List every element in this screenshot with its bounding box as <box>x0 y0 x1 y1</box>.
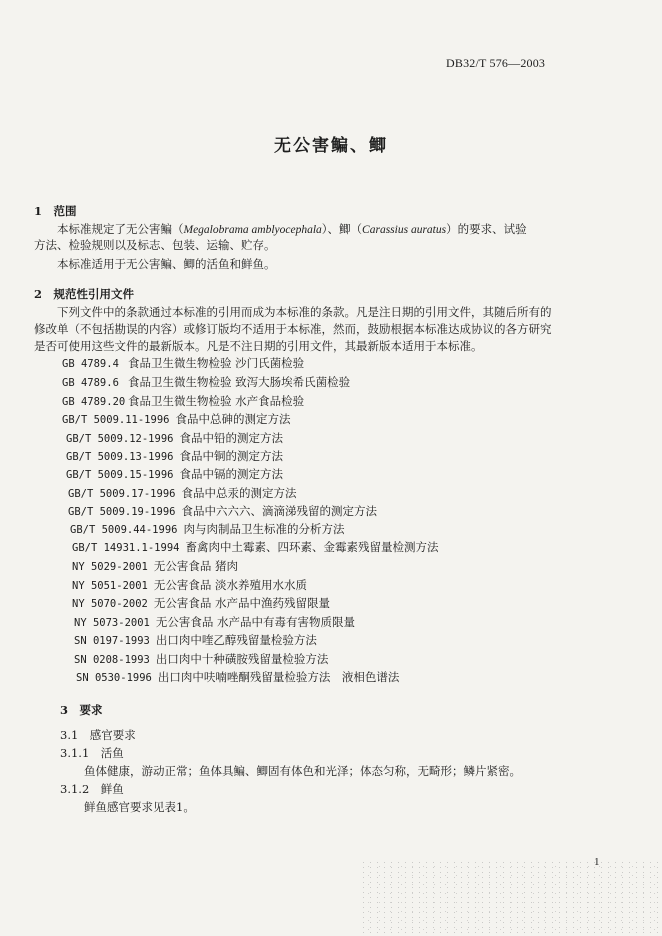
reference-item: GB 4789.6 食品卫生微生物检验 致泻大肠埃希氏菌检验 <box>62 375 351 389</box>
reference-item: SN 0197-1993 出口肉中喹乙醇残留量检验方法 <box>74 633 317 647</box>
reference-item: GB 4789.20 食品卫生微生物检验 水产食品检验 <box>62 394 305 408</box>
reference-item: GB/T 5009.13-1996 食品中铜的测定方法 <box>66 449 283 463</box>
standard-number: DB32/T 576—2003 <box>446 56 546 70</box>
section-1-heading: 1 范围 <box>34 204 77 218</box>
section-1-paragraph-1: 本标准规定了无公害鳊（Megalobrama amblyocephala）、鲫（Carassius auratus）的要求、试验 <box>57 222 527 236</box>
scan-noise <box>360 860 662 936</box>
reference-item: SN 0208-1993 出口肉中十种磺胺残留量检验方法 <box>74 652 329 666</box>
section-3-1-1-heading: 3.1.1 活鱼 <box>60 746 124 760</box>
reference-item: NY 5070-2002 无公害食品 水产品中渔药残留限量 <box>72 596 331 610</box>
section-3-1-2-paragraph: 鲜鱼感官要求见表1。 <box>84 800 195 814</box>
section-3-1-heading: 3.1 感官要求 <box>60 728 136 742</box>
reference-item: GB 4789.4 食品卫生微生物检验 沙门氏菌检验 <box>62 356 305 370</box>
section-2-intro-line-1: 下列文件中的条款通过本标准的引用而成为本标准的条款。凡是注日期的引用文件，其随后所有的 <box>57 305 552 319</box>
reference-item: NY 5073-2001 无公害食品 水产品中有毒有害物质限量 <box>74 615 356 629</box>
reference-item: GB/T 5009.11-1996 食品中总砷的测定方法 <box>62 412 291 426</box>
reference-item: GB/T 5009.44-1996 肉与肉制品卫生标准的分析方法 <box>70 522 345 536</box>
section-1-paragraph-1-line-2: 方法、检验规则以及标志、包装、运输、贮存。 <box>34 238 276 252</box>
section-3-heading: 3 要求 <box>60 703 103 717</box>
reference-item: GB/T 5009.12-1996 食品中铅的测定方法 <box>66 431 283 445</box>
page-number: 1 <box>594 856 600 868</box>
reference-item: GB/T 5009.19-1996 食品中六六六、滴滴涕残留的测定方法 <box>68 504 377 518</box>
reference-item: NY 5051-2001 无公害食品 淡水养殖用水水质 <box>72 578 308 592</box>
section-2-intro-line-3: 是否可使用这些文件的最新版本。凡是不注日期的引用文件，其最新版本适用于本标准。 <box>34 339 483 353</box>
section-3-1-2-heading: 3.1.2 鲜鱼 <box>60 782 124 796</box>
section-2-heading: 2 规范性引用文件 <box>34 287 135 301</box>
reference-item: GB/T 5009.17-1996 食品中总汞的测定方法 <box>68 486 297 500</box>
section-1-paragraph-2: 本标准适用于无公害鳊、鲫的活鱼和鲜鱼。 <box>57 257 276 271</box>
reference-item: NY 5029-2001 无公害食品 猪肉 <box>72 559 239 573</box>
section-3-1-1-paragraph: 鱼体健康，游动正常；鱼体具鳊、鲫固有体色和光泽；体态匀称，无畸形；鳞片紧密。 <box>84 764 521 778</box>
document-title: 无公害鳊、鲫 <box>274 136 388 156</box>
reference-item: GB/T 5009.15-1996 食品中镉的测定方法 <box>66 467 283 481</box>
reference-item: SN 0530-1996 出口肉中呋喃唑酮残留量检验方法 液相色谱法 <box>76 670 400 684</box>
section-2-intro-line-2: 修改单（不包括勘误的内容）或修订版均不适用于本标准，然而，鼓励根据本标准达成协议的各方研究 <box>34 322 552 336</box>
reference-item: GB/T 14931.1-1994 畜禽肉中土霉素、四环素、金霉素残留量检测方法 <box>72 540 439 554</box>
